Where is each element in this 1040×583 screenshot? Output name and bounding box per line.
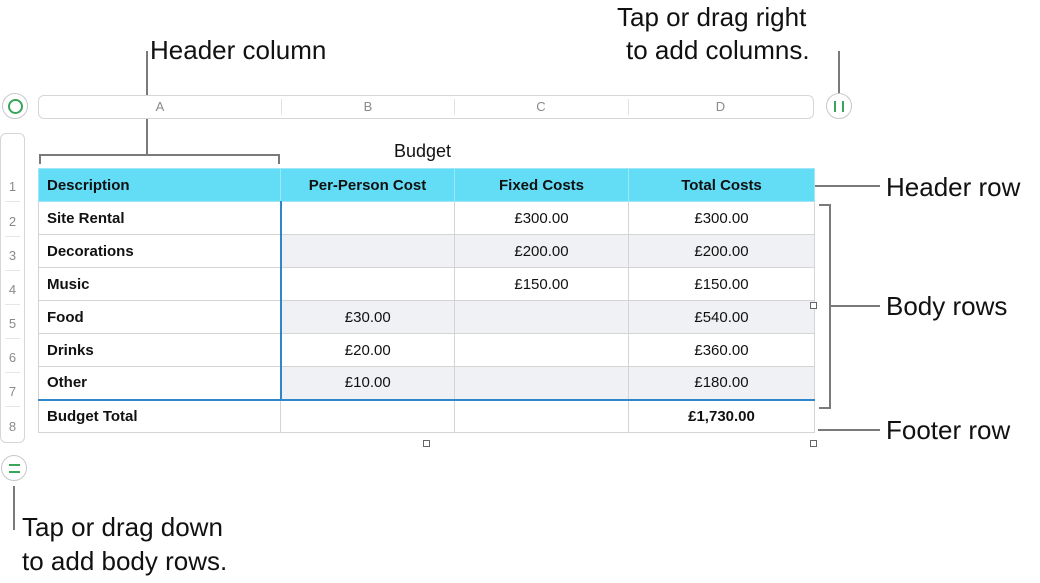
resize-handle-right[interactable]	[810, 302, 817, 309]
table-row	[39, 235, 815, 268]
table-row	[39, 202, 815, 235]
per-person-cost-cell[interactable]: £10.00	[281, 367, 455, 400]
fixed-costs-cell[interactable]	[455, 334, 629, 367]
per-person-cost-cell[interactable]: £30.00	[281, 301, 455, 334]
row-header-1[interactable]: 1	[8, 179, 17, 194]
header-column-callout: Header column	[150, 35, 327, 65]
fixed-costs-cell[interactable]: £150.00	[455, 268, 629, 301]
table-row	[39, 268, 815, 301]
column-header-d[interactable]: D	[715, 99, 726, 114]
header-cell[interactable]: Fixed Costs	[455, 169, 629, 202]
table-title[interactable]: Budget	[394, 141, 452, 161]
row-divider	[5, 236, 20, 237]
total-costs-cell[interactable]: £360.00	[629, 334, 815, 367]
add-rows-callout-line1: Tap or drag down	[22, 512, 223, 542]
row-header-5[interactable]: 5	[8, 316, 17, 331]
header-cell[interactable]: Per-Person Cost	[281, 169, 455, 202]
header-column-bracket-right	[278, 154, 280, 164]
row-header-8[interactable]: 8	[8, 419, 17, 434]
add-columns-callout-line2: to add columns.	[626, 35, 810, 65]
row-header-2[interactable]: 2	[8, 214, 17, 229]
row-divider	[5, 372, 20, 373]
total-costs-cell[interactable]: £200.00	[629, 235, 815, 268]
description-cell[interactable]: Decorations	[39, 235, 281, 268]
header-cell[interactable]: Description	[39, 169, 281, 202]
footer-description-cell[interactable]: Budget Total	[39, 400, 281, 433]
total-costs-cell[interactable]: £300.00	[629, 202, 815, 235]
fixed-costs-cell[interactable]: £200.00	[455, 235, 629, 268]
row-divider	[5, 304, 20, 305]
header-row-leader	[815, 185, 880, 187]
resize-handle-corner[interactable]	[810, 440, 817, 447]
header-cell[interactable]: Total Costs	[629, 169, 815, 202]
row-handle-icon	[9, 464, 20, 473]
row-divider	[5, 406, 20, 407]
total-costs-cell[interactable]: £180.00	[629, 367, 815, 400]
per-person-cost-cell[interactable]: £20.00	[281, 334, 455, 367]
row-header-7[interactable]: 7	[8, 384, 17, 399]
footer-row-leader	[818, 429, 880, 431]
table-row	[39, 334, 815, 367]
description-cell[interactable]: Food	[39, 301, 281, 334]
body-rows-callout: Body rows	[886, 291, 1008, 321]
footer-total-cell[interactable]: £1,730.00	[629, 400, 815, 433]
total-costs-cell[interactable]: £540.00	[629, 301, 815, 334]
column-header-a[interactable]: A	[155, 99, 165, 114]
row-header-4[interactable]: 4	[8, 282, 17, 297]
row-divider	[5, 270, 20, 271]
column-header-b[interactable]: B	[363, 99, 373, 114]
row-divider	[5, 338, 20, 339]
column-header-c[interactable]: C	[536, 99, 546, 114]
select-table-button[interactable]	[2, 93, 28, 119]
footer-row	[39, 400, 815, 433]
row-header-3[interactable]: 3	[8, 248, 17, 263]
body-rows-bracket-bottom	[819, 407, 831, 409]
add-columns-leader	[838, 51, 840, 93]
header-row-callout: Header row	[886, 172, 1021, 202]
table-row	[39, 301, 815, 334]
fixed-costs-cell[interactable]	[455, 367, 629, 400]
row-divider	[5, 201, 20, 202]
add-rows-leader	[13, 486, 15, 530]
header-column-bracket-left	[39, 154, 41, 164]
add-columns-button[interactable]	[826, 93, 852, 119]
row-header-bar[interactable]	[0, 133, 25, 443]
footer-cell[interactable]	[455, 400, 629, 433]
per-person-cost-cell[interactable]	[281, 268, 455, 301]
per-person-cost-cell[interactable]	[281, 202, 455, 235]
add-columns-callout-line1: Tap or drag right	[617, 2, 807, 32]
description-cell[interactable]: Other	[39, 367, 281, 400]
per-person-cost-cell[interactable]	[281, 235, 455, 268]
row-header-6[interactable]: 6	[8, 350, 17, 365]
header-row	[39, 169, 815, 202]
fixed-costs-cell[interactable]	[455, 301, 629, 334]
footer-row-callout: Footer row	[886, 415, 1011, 445]
description-cell[interactable]: Site Rental	[39, 202, 281, 235]
circle-icon	[8, 99, 23, 114]
description-cell[interactable]: Drinks	[39, 334, 281, 367]
header-column-bracket-top	[39, 154, 280, 156]
description-cell[interactable]: Music	[39, 268, 281, 301]
add-rows-callout-line2: to add body rows.	[22, 546, 228, 576]
add-rows-button[interactable]	[1, 455, 27, 481]
body-rows-leader	[831, 305, 880, 307]
total-costs-cell[interactable]: £150.00	[629, 268, 815, 301]
table-row	[39, 367, 815, 400]
footer-cell[interactable]	[281, 400, 455, 433]
resize-handle-bottom[interactable]	[423, 440, 430, 447]
budget-table[interactable]	[38, 168, 815, 433]
column-handle-icon	[834, 101, 844, 112]
fixed-costs-cell[interactable]: £300.00	[455, 202, 629, 235]
column-header-bar[interactable]	[38, 95, 814, 119]
